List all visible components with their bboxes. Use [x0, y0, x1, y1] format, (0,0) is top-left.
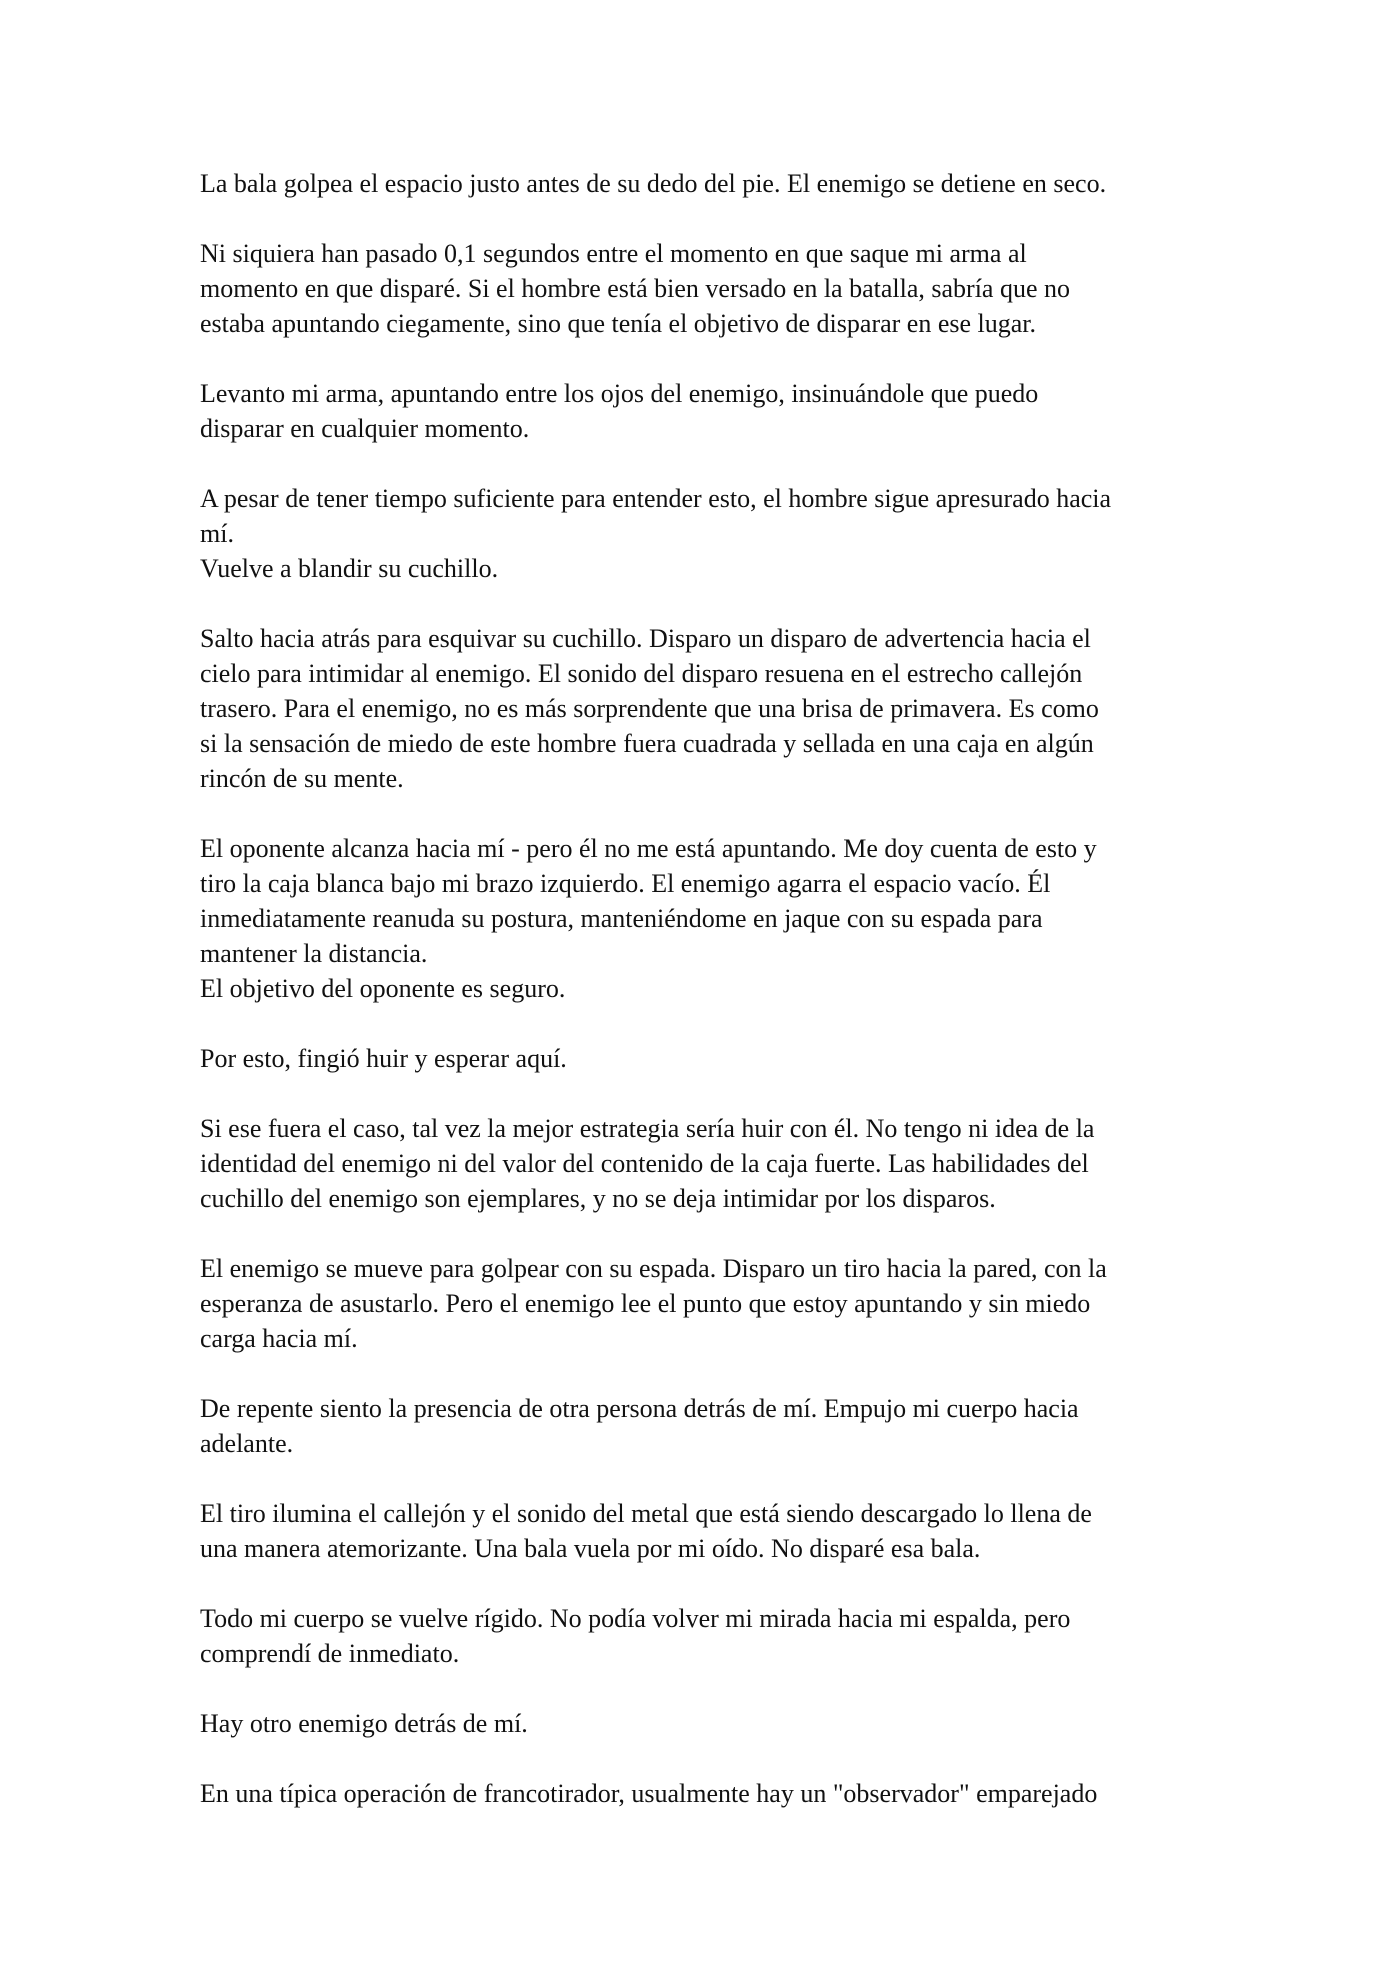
text-line: disparar en cualquier momento.	[200, 414, 530, 443]
text-line: rincón de su mente.	[200, 764, 404, 793]
text-line: Todo mi cuerpo se vuelve rígido. No podía volver mi mirada hacia mi espalda, pero	[200, 1604, 1071, 1633]
text-line: Vuelve a blandir su cuchillo.	[200, 554, 499, 583]
text-line: El oponente alcanza hacia mí - pero él no me está apuntando. Me doy cuenta de esto y	[200, 834, 1097, 863]
text-line: La bala golpea el espacio justo antes de su dedo del pie. El enemigo se detiene en seco.	[200, 169, 1107, 198]
paragraph	[200, 1041, 1200, 1076]
text-line: Ni siquiera han pasado 0,1 segundos entre el momento en que saque mi arma al	[200, 239, 1027, 268]
text-line: En una típica operación de francotirador, usualmente hay un "observador" emparejado	[200, 1779, 1098, 1808]
paragraph	[200, 1496, 1200, 1566]
text-line: El enemigo se mueve para golpear con su espada. Disparo un tiro hacia la pared, con la	[200, 1254, 1107, 1283]
paragraph	[200, 1111, 1200, 1216]
text-line: si la sensación de miedo de este hombre fuera cuadrada y sellada en una caja en algún	[200, 729, 1094, 758]
text-line: momento en que disparé. Si el hombre está bien versado en la batalla, sabría que no	[200, 274, 1070, 303]
paragraph	[200, 831, 1200, 1006]
text-line: De repente siento la presencia de otra persona detrás de mí. Empujo mi cuerpo hacia	[200, 1394, 1079, 1423]
text-line: cuchillo del enemigo son ejemplares, y no se deja intimidar por los disparos.	[200, 1184, 996, 1213]
text-line: una manera atemorizante. Una bala vuela por mi oído. No disparé esa bala.	[200, 1534, 981, 1563]
text-line: carga hacia mí.	[200, 1324, 358, 1353]
text-line: A pesar de tener tiempo suficiente para entender esto, el hombre sigue apresurado hacia	[200, 484, 1112, 513]
paragraph	[200, 1251, 1200, 1356]
paragraph	[200, 1601, 1200, 1671]
paragraph	[200, 1706, 1200, 1741]
paragraph	[200, 1391, 1200, 1461]
paragraph	[200, 166, 1200, 201]
text-line: Levanto mi arma, apuntando entre los ojos del enemigo, insinuándole que puedo	[200, 379, 1039, 408]
text-line: El tiro ilumina el callejón y el sonido del metal que está siendo descargado lo llena de	[200, 1499, 1092, 1528]
paragraph	[200, 621, 1200, 796]
text-line: Por esto, fingió huir y esperar aquí.	[200, 1044, 567, 1073]
text-line: Salto hacia atrás para esquivar su cuchillo. Disparo un disparo de advertencia hacia el	[200, 624, 1091, 653]
paragraph	[200, 481, 1200, 586]
paragraph	[200, 1776, 1200, 1811]
paragraph	[200, 376, 1200, 446]
text-line: Si ese fuera el caso, tal vez la mejor estrategia sería huir con él. No tengo ni idea de la	[200, 1114, 1095, 1143]
document-body	[200, 166, 1200, 1846]
text-line: adelante.	[200, 1429, 294, 1458]
paragraph	[200, 236, 1200, 341]
text-line: inmediatamente reanuda su postura, manteniéndome en jaque con su espada para	[200, 904, 1043, 933]
text-line: El objetivo del oponente es seguro.	[200, 974, 566, 1003]
text-line: mantener la distancia.	[200, 939, 428, 968]
text-line: mí.	[200, 519, 234, 548]
text-line: esperanza de asustarlo. Pero el enemigo lee el punto que estoy apuntando y sin miedo	[200, 1289, 1091, 1318]
text-line: comprendí de inmediato.	[200, 1639, 460, 1668]
text-line: cielo para intimidar al enemigo. El sonido del disparo resuena en el estrecho callejón	[200, 659, 1083, 688]
text-line: tiro la caja blanca bajo mi brazo izquierdo. El enemigo agarra el espacio vacío. Él	[200, 869, 1051, 898]
text-line: trasero. Para el enemigo, no es más sorprendente que una brisa de primavera. Es como	[200, 694, 1099, 723]
text-line: Hay otro enemigo detrás de mí.	[200, 1709, 528, 1738]
text-line: identidad del enemigo ni del valor del contenido de la caja fuerte. Las habilidades del	[200, 1149, 1089, 1178]
text-line: estaba apuntando ciegamente, sino que tenía el objetivo de disparar en ese lugar.	[200, 309, 1037, 338]
